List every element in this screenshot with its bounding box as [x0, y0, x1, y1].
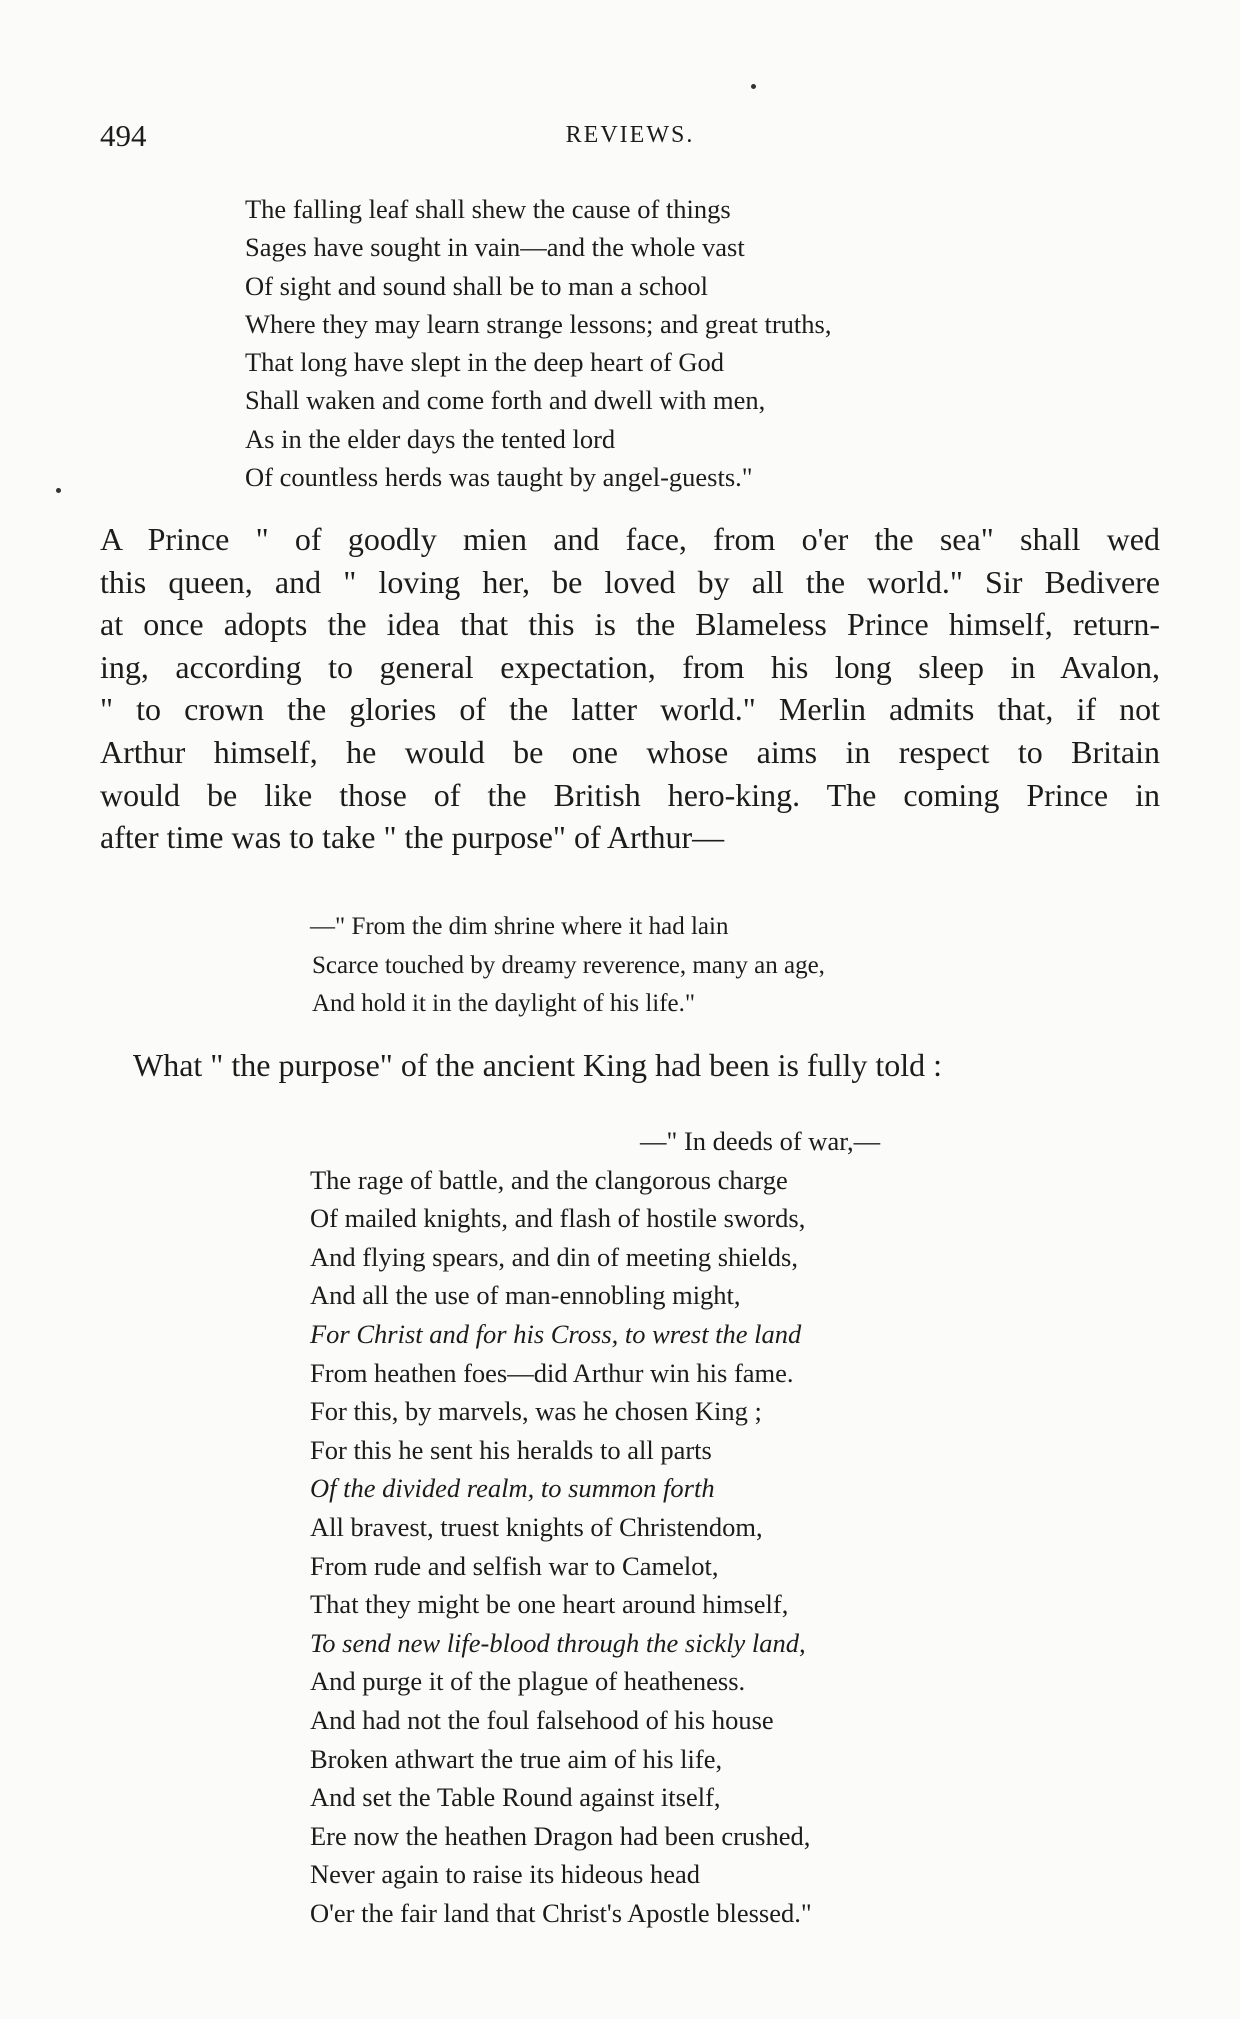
verse-line: As in the elder days the tented lord — [245, 423, 616, 454]
verse-line: For this he sent his heralds to all parts — [310, 1434, 712, 1465]
verse-line: And purge it of the plague of heatheness. — [310, 1666, 746, 1697]
verse-quote-1 — [245, 190, 831, 496]
verse-line: From heathen foes—did Arthur win his fame. — [310, 1357, 794, 1388]
verse-quote-2 — [310, 908, 825, 1024]
verse-line: Of the divided realm, to summon forth — [310, 1473, 715, 1504]
verse-line: Of sight and sound shall be to man a school — [245, 270, 708, 301]
verse-quote-3 — [310, 1122, 880, 1932]
prose-line: this queen, and " loving her, be loved by all the world." Sir Bedivere — [100, 563, 1160, 600]
verse-line: For Christ and for his Cross, to wrest the land — [310, 1318, 802, 1349]
page-header — [100, 118, 1160, 158]
prose-paragraph-1 — [100, 518, 1160, 859]
verse-line: And all the use of man-ennobling might, — [310, 1280, 741, 1311]
verse-line: That they might be one heart around himself, — [310, 1589, 789, 1620]
verse-line: To send new life-blood through the sickly land, — [310, 1627, 806, 1658]
verse-line: Scarce touched by dreamy reverence, many an age, — [312, 951, 825, 979]
verse-line: And hold it in the daylight of his life." — [312, 990, 696, 1018]
prose-line: at once adopts the idea that this is the Blameless Prince himself, return- — [100, 606, 1160, 643]
page-number: 494 — [100, 118, 147, 153]
verse-line: —" In deeds of war,— — [640, 1126, 881, 1156]
verse-line: Where they may learn strange lessons; and great truths, — [245, 308, 832, 339]
verse-line: And had not the foul falsehood of his house — [310, 1704, 774, 1735]
verse-line: All bravest, truest knights of Christendom, — [310, 1511, 763, 1542]
verse-line: For this, by marvels, was he chosen King ; — [310, 1396, 762, 1427]
verse-line: The rage of battle, and the clangorous charge — [310, 1164, 788, 1195]
verse-line: Of countless herds was taught by angel-guests." — [245, 462, 753, 493]
verse-line: That long have slept in the deep heart of God — [245, 347, 725, 378]
prose-line: Arthur himself, he would be one whose aims in respect to Britain — [100, 733, 1160, 770]
verse-line: Shall waken and come forth and dwell with men, — [245, 385, 766, 416]
prose-line: would be like those of the British hero-king. The coming Prince in — [100, 776, 1160, 813]
prose-line: A Prince " of goodly mien and face, from o'er the sea" shall wed — [100, 521, 1160, 557]
verse-line: And flying spears, and din of meeting shields, — [310, 1241, 798, 1272]
verse-line: —" From the dim shrine where it had lain — [310, 913, 729, 940]
verse-line: Broken athwart the true aim of his life, — [310, 1743, 723, 1774]
verse-line: Sages have sought in vain—and the whole vast — [245, 232, 745, 263]
prose-line: " to crown the glories of the latter world." Merlin admits that, if not — [100, 691, 1160, 728]
print-speck — [751, 84, 756, 89]
verse-line: Of mailed knights, and flash of hostile swords, — [310, 1203, 806, 1234]
prose-paragraph-2: What " the purpose" of the ancient King had been is fully told : — [133, 1047, 943, 1083]
verse-line: O'er the fair land that Christ's Apostle blessed." — [310, 1897, 812, 1928]
prose-line: after time was to take " the purpose" of Arthur— — [100, 819, 725, 856]
verse-line: Never again to raise its hideous head — [310, 1859, 701, 1890]
verse-line: The falling leaf shall shew the cause of things — [245, 194, 731, 224]
prose-line: ing, according to general expectation, from his long sleep in Avalon, — [100, 648, 1160, 685]
verse-line: And set the Table Round against itself, — [310, 1782, 721, 1813]
running-head: REVIEWS. — [565, 122, 695, 148]
verse-line: Ere now the heathen Dragon had been crushed, — [310, 1820, 811, 1851]
verse-line: From rude and selfish war to Camelot, — [310, 1550, 719, 1581]
print-speck — [56, 488, 61, 493]
